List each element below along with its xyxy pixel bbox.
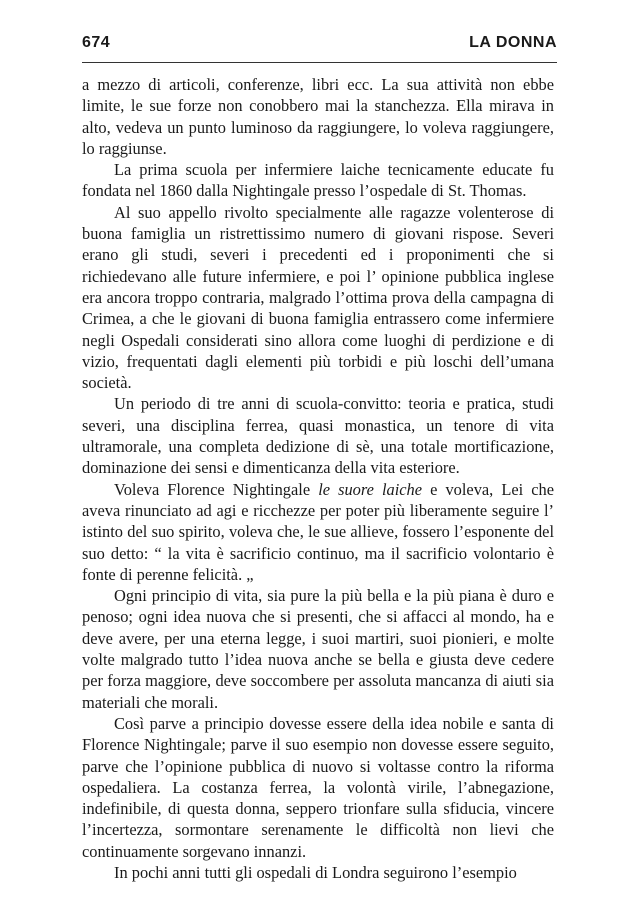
paragraph-1: a mezzo di articoli, conferenze, libri ecc. La sua attività non ebbe limite, le sue forze non conobbero mai la stanchezza. Ella mirava in alto, vedeva un punto luminoso da raggiungere, lo voleva raggiungere, lo raggiunse. (82, 75, 554, 158)
paragraph-7: Così parve a principio dovesse essere della idea nobile e santa di Florence Nightingale; parve il suo esempio non dovesse essere seguito, parve che l’opinione pubblica di nuovo si voltasse contro la riforma ospedaliera. La costanza ferrea, la volontà virile, l’abnegazione, indefinibile, di questa donna, seppero trionfare sulla sfiducia, vincere l’incertezza, sormontare serenamente le difficoltà non lievi che continuamente sorgevano innanzi. (82, 713, 554, 861)
paragraph-4: Un periodo di tre anni di scuola-convitto: teoria e pratica, studi severi, una disciplina ferrea, quasi monastica, un tenore di vita ultramorale, una completa dedizione di sè, una totale mortificazione, dominazione dei sensi e dimenticanza della vita esteriore. (82, 394, 554, 478)
paragraph-5-italic: le suore laiche (318, 479, 423, 499)
paragraph-5-after: e voleva, Lei che aveva rinunciato ad agi e ricchezze per poter più liberamente seguire l’ istinto del suo spirito, voleva che, le sue allieve, fossero l’esponente del suo detto: “ la vita è sacrificio continuo, ma il sacrificio volontario è fonte di perenne felicità. „ (82, 479, 555, 584)
page-number: 674 (82, 34, 111, 51)
paragraph-5 (82, 479, 554, 585)
page-header (82, 34, 557, 62)
paragraph-6: Ogni principio di vita, sia pure la più bella e la più piana è duro e penoso; ogni idea nuova che si presenti, che si affacci al mondo, ha e deve avere, per una eterna legge, i suoi martiri, suoi pionieri, e molte volte malgrado tutto l’idea nuova anche se bella e giusta deve cedere per forza maggiore, deve soccombere per assoluta mancanza di aiuti sia materiali che morali. (82, 586, 554, 712)
paragraph-5-before: Voleva Florence Nightingale (114, 479, 319, 499)
header-rule (82, 62, 557, 63)
paragraph-2: La prima scuola per infermiere laiche tecnicamente educate fu fondata nel 1860 dalla Nightingale presso l’ospedale di St. Thomas. (82, 160, 554, 201)
running-title: LA DONNA (469, 34, 557, 51)
body-text (82, 74, 554, 883)
paragraph-8: In pochi anni tutti gli ospedali di Londra seguirono l’esempio (114, 862, 517, 882)
paragraph-3: Al suo appello rivolto specialmente alle ragazze volenterose di buona famiglia un ristrettissimo numero di giovani rispose. Severi erano gli studi, severi i precedenti ed i proponimenti che si richiedevano alle future infermiere, e poi l’ opinione pubblica inglese era ancora troppo contraria, malgrado l’ottima prova della campagna di Crimea, a che le giovani di buona famiglia entrassero come infermiere negli Ospedali considerati sino allora come luoghi di perdizione e di vizio, frequentati dagli elementi più torbidi e più loschi dell’umana società. (82, 202, 554, 393)
